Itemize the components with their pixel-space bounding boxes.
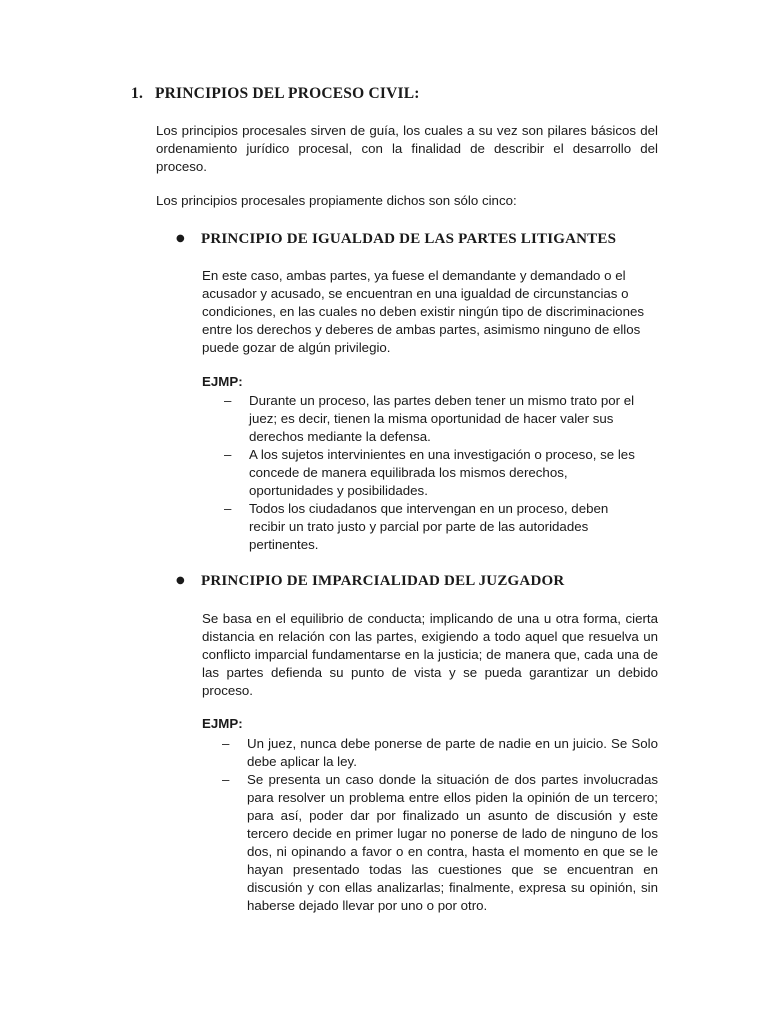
example-text: Un juez, nunca debe ponerse de parte de nadie en un juicio. Se Solo debe aplicar la ley. xyxy=(247,736,658,769)
principle-heading-igualdad xyxy=(176,231,616,248)
principle-body: Se basa en el equilibrio de conducta; implicando de una u otra forma, cierta distancia en relación con las partes, exigiendo a todo aquel que resuelva un conflicto imparcial fundamentarse en la justicia; de manera que, cada una de las partes defienda su punto de vista y se pueda garantizar un debido proceso. xyxy=(202,611,658,698)
list-item xyxy=(224,392,644,446)
dash-icon: – xyxy=(224,501,232,516)
dash-icon: – xyxy=(222,772,230,787)
example-text: A los sujetos intervinientes en una investigación o proceso, se les concede de manera equilibrada los mismos derechos, oportunidades y posibilidades. xyxy=(249,447,635,498)
dash-icon: – xyxy=(224,393,232,408)
bullet-icon: ● xyxy=(176,575,185,586)
heading-number: 1. xyxy=(131,85,144,102)
example-text: Se presenta un caso donde la situación de dos partes involucradas para resolver un problema entre ellos piden la opinión de un tercero; para así, poder dar por finalizado un asunto de discusión y este tercero decide en primer lugar no ponerse de lado de ninguno de los dos, ni opinando a favor o en contra, hasta el momento en que se le hayan presentado todas las cuestiones que se encuentran en discusión y con ellas analizarlas; finalmente, expresa su opinión, sin haberse dejado llevar por uno o por otro. xyxy=(247,772,658,913)
heading-title: PRINCIPIOS DEL PROCESO CIVIL: xyxy=(155,85,420,102)
principle-body: En este caso, ambas partes, ya fuese el demandante y demandado o el acusador y acusado, se encuentran en una igualdad de circunstancias o condiciones, en las cuales no deben existir ningún tipo de discriminaciones entre los derechos y deberes de ambas partes, asimismo ninguno de ellos puede gozar de algún privilegio. xyxy=(202,268,645,355)
example-list xyxy=(222,735,658,915)
list-item xyxy=(222,735,658,771)
principle-title: PRINCIPIO DE IMPARCIALIDAD DEL JUZGADOR xyxy=(201,573,565,589)
example-text: Durante un proceso, las partes deben tener un mismo trato por el juez; es decir, tienen la misma oportunidad de hacer valer sus derechos mediante la defensa. xyxy=(249,393,635,444)
section-heading xyxy=(131,85,420,103)
dash-icon: – xyxy=(224,447,232,462)
example-list xyxy=(224,392,644,554)
intro-paragraph: Los principios procesales sirven de guía, los cuales a su vez son pilares básicos del ordenamiento jurídico procesal, con la finalidad de describir el desarrollo del proceso. xyxy=(156,123,658,174)
example-label: EJMP: xyxy=(202,374,243,389)
principle-heading-imparcialidad xyxy=(176,573,564,590)
list-item xyxy=(224,446,644,500)
example-label: EJMP: xyxy=(202,716,243,731)
list-item xyxy=(222,771,658,915)
bullet-icon: ● xyxy=(176,233,185,244)
intro-sentence: Los principios procesales propiamente dichos son sólo cinco: xyxy=(156,193,517,208)
dash-icon: – xyxy=(222,736,230,751)
example-text: Todos los ciudadanos que intervengan en un proceso, deben recibir un trato justo y parcial por parte de las autoridades pertinentes. xyxy=(249,501,609,552)
principle-title: PRINCIPIO DE IGUALDAD DE LAS PARTES LITIGANTES xyxy=(201,231,617,247)
list-item xyxy=(224,500,644,554)
